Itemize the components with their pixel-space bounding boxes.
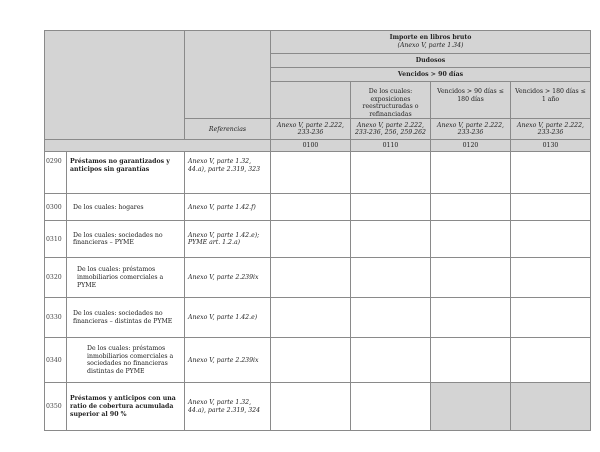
value-cell[interactable] — [431, 194, 511, 221]
value-cell[interactable] — [511, 221, 591, 258]
row-ref: Anexo V, parte 1.42.e) — [185, 298, 271, 338]
value-cell[interactable] — [271, 258, 351, 298]
col-ref-0110: Anexo V, parte 2.222, 233-236, 256, 259.262 — [351, 119, 431, 140]
importe-title: Importe en libros bruto — [389, 34, 472, 42]
table-row — [45, 221, 591, 258]
value-cell[interactable] — [431, 298, 511, 338]
corner-cell — [45, 31, 185, 140]
greyed-cell — [511, 383, 591, 431]
value-cell[interactable] — [271, 152, 351, 194]
subcol-90-180: Vencidos > 90 días ≤ 180 días — [431, 82, 511, 119]
subcol-180-1y: Vencidos > 180 días ≤ 1 año — [511, 82, 591, 119]
importe-ref: (Anexo V, parte 1.34) — [397, 42, 464, 49]
greyed-cell — [431, 383, 511, 431]
subcol-blank — [271, 82, 351, 119]
col-code-0130: 0130 — [511, 140, 591, 152]
row-label: De los cuales: sociedades no financieras – PYME — [67, 221, 185, 258]
loans-data-table — [44, 30, 591, 431]
col-ref-0120: Anexo V, parte 2.222, 233-236 — [431, 119, 511, 140]
table-row — [45, 152, 591, 194]
dudosos-header: Dudosos — [271, 54, 591, 68]
value-cell[interactable] — [351, 338, 431, 383]
table-row — [45, 194, 591, 221]
referencias-label: Referencias — [185, 119, 271, 140]
row-code: 0290 — [45, 152, 67, 194]
value-cell[interactable] — [351, 194, 431, 221]
table-row — [45, 298, 591, 338]
table-row — [45, 338, 591, 383]
value-cell[interactable] — [511, 152, 591, 194]
subcol-reestructuradas: De los cuales: exposiciones reestructuradas o refinanciadas — [351, 82, 431, 119]
value-cell[interactable] — [431, 221, 511, 258]
row-code: 0350 — [45, 383, 67, 431]
value-cell[interactable] — [351, 383, 431, 431]
row-label: De los cuales: sociedades no financieras – distintas de PYME — [67, 298, 185, 338]
row-label: Préstamos y anticipos con una ratio de cobertura acumulada superior al 90 % — [67, 383, 185, 431]
col-ref-0130: Anexo V, parte 2.222, 233-236 — [511, 119, 591, 140]
row-label: De los cuales: hogares — [67, 194, 185, 221]
col-ref-0100: Anexo V, parte 2.222, 233-236 — [271, 119, 351, 140]
value-cell[interactable] — [271, 383, 351, 431]
col-code-0100: 0100 — [271, 140, 351, 152]
value-cell[interactable] — [511, 258, 591, 298]
code-row-blank — [45, 140, 271, 152]
col-code-0110: 0110 — [351, 140, 431, 152]
row-label: De los cuales: préstamos inmobiliarios comerciales a PYME — [67, 258, 185, 298]
table-row — [45, 383, 591, 431]
row-label: De los cuales: préstamos inmobiliarios comerciales a sociedades no financieras distintas de PYME — [67, 338, 185, 383]
value-cell[interactable] — [271, 338, 351, 383]
row-ref: Anexo V, parte 1.42.f) — [185, 194, 271, 221]
ref-header-blank — [185, 31, 271, 119]
importe-header — [271, 31, 591, 54]
row-ref: Anexo V, parte 1.32, 44.a), parte 2.319, 324 — [185, 383, 271, 431]
row-ref: Anexo V, parte 2.239ix — [185, 258, 271, 298]
value-cell[interactable] — [271, 194, 351, 221]
row-code: 0340 — [45, 338, 67, 383]
value-cell[interactable] — [271, 298, 351, 338]
col-code-0120: 0120 — [431, 140, 511, 152]
value-cell[interactable] — [351, 152, 431, 194]
value-cell[interactable] — [431, 152, 511, 194]
row-label: Préstamos no garantizados y anticipos sin garantías — [67, 152, 185, 194]
vencidos-header: Vencidos > 90 días — [271, 68, 591, 82]
row-ref: Anexo V, parte 2.239ix — [185, 338, 271, 383]
value-cell[interactable] — [511, 194, 591, 221]
value-cell[interactable] — [431, 338, 511, 383]
value-cell[interactable] — [511, 298, 591, 338]
row-ref: Anexo V, parte 1.42.e); PYME art. 1.2.a) — [185, 221, 271, 258]
row-code: 0300 — [45, 194, 67, 221]
value-cell[interactable] — [511, 338, 591, 383]
value-cell[interactable] — [351, 258, 431, 298]
value-cell[interactable] — [351, 298, 431, 338]
value-cell[interactable] — [271, 221, 351, 258]
row-code: 0310 — [45, 221, 67, 258]
table-row — [45, 258, 591, 298]
value-cell[interactable] — [431, 258, 511, 298]
row-code: 0330 — [45, 298, 67, 338]
value-cell[interactable] — [351, 221, 431, 258]
row-ref: Anexo V, parte 1.32, 44.a), parte 2.319, 323 — [185, 152, 271, 194]
row-code: 0320 — [45, 258, 67, 298]
